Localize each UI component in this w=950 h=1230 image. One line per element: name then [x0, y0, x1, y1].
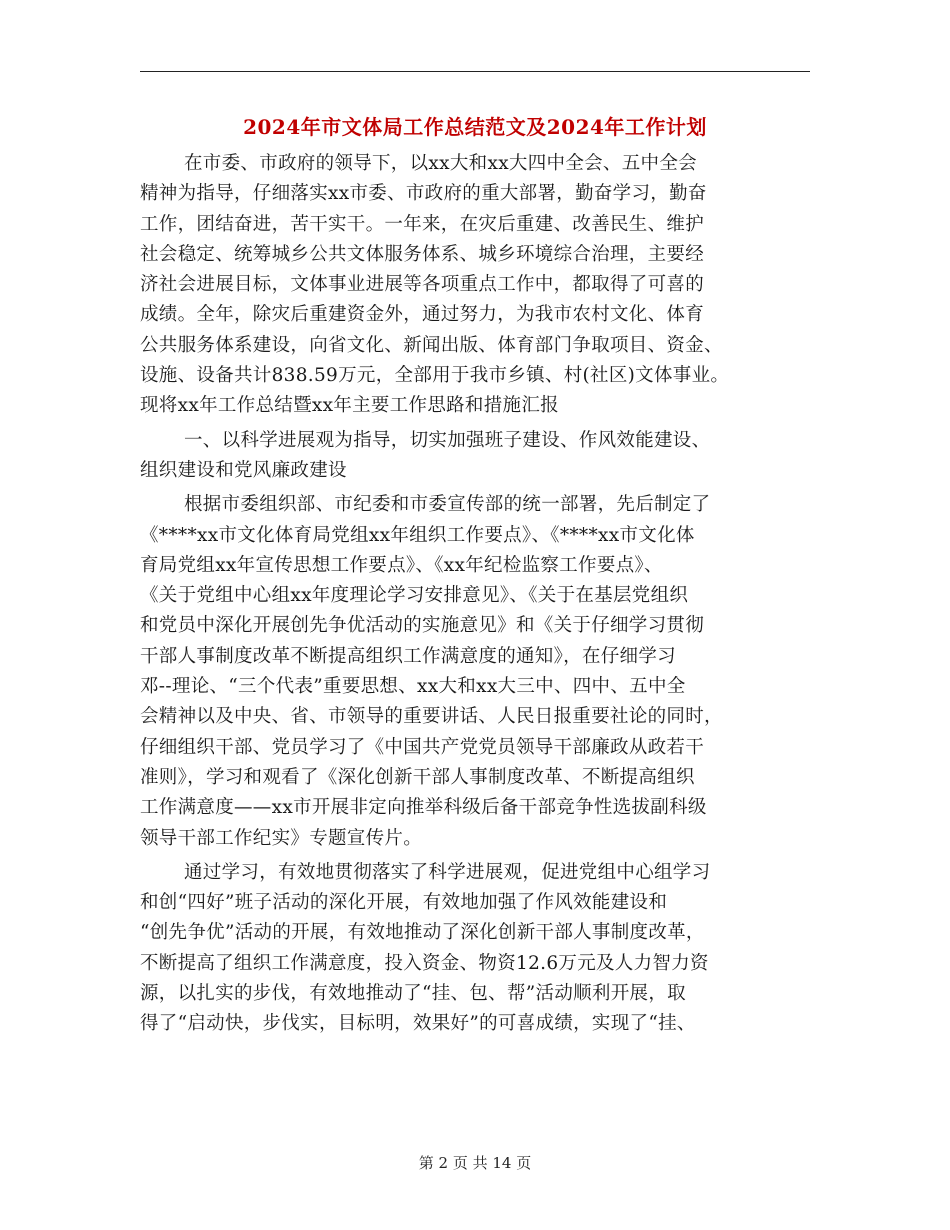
header-rule — [140, 71, 810, 72]
paragraph-line: 不断提高了组织工作满意度，投入资金、物资12.6万元及人力智力资 — [140, 952, 709, 974]
paragraph-line: 设施、设备共计838.59万元，全部用于我市乡镇、村(社区)文体事业。 — [140, 365, 730, 387]
paragraph-line: 邓--理论、“三个代表”重要思想、xx大和xx大三中、四中、五中全 — [140, 676, 686, 698]
paragraph-line: 干部人事制度改革不断提高组织工作满意度的通知》，在仔细学习 — [140, 645, 676, 667]
paragraph-first-line: 在市委、市政府的领导下，以xx大和xx大四中全会、五中全会 — [184, 153, 697, 174]
paragraph-line: 得了“启动快，步伐实，目标明，效果好”的可喜成绩，实现了“挂、 — [140, 1013, 696, 1035]
paragraph-line: 《关于党组中心组xx年度理论学习安排意见》、《关于在基层党组织 — [140, 585, 689, 607]
paragraph-line: 成绩。全年，除灾后重建资金外，通过努力，为我市农村文化、体育 — [140, 304, 705, 326]
paragraph-line: 《****xx市文化体育局党组xx年组织工作要点》、《****xx市文化体 — [140, 524, 695, 546]
paragraph-line: 公共服务体系建设，向省文化、新闻出版、体育部门争取项目、资金、 — [140, 334, 723, 356]
page-number-footer: 第 2 页 共 14 页 — [418, 1154, 532, 1172]
paragraph-line: “创先争优”活动的开展，有效地推动了深化创新干部人事制度改革， — [140, 922, 705, 944]
paragraph-first-line: 一、以科学进展观为指导，切实加强班子建设、作风效能建设、 — [184, 429, 711, 451]
paragraph-line: 工作满意度——xx市开展非定向推举科级后备干部竞争性选拔副科级 — [140, 797, 707, 819]
paragraph-line: 育局党组xx年宣传思想工作要点》、《xx年纪检监察工作要点》、 — [140, 554, 663, 576]
paragraph-first-line: 根据市委组织部、市纪委和市委宣传部的统一部署，先后制定了 — [184, 494, 711, 516]
paragraph-line: 济社会进展目标，文体事业进展等各项重点工作中，都取得了可喜的 — [140, 274, 705, 296]
paragraph-line: 和创“四好”班子活动的深化开展，有效地加强了作风效能建设和 — [140, 892, 668, 914]
paragraph-line: 现将xx年工作总结暨xx年主要工作思路和措施汇报 — [140, 395, 559, 417]
paragraph-line: 会精神以及中央、省、市领导的重要讲话、人民日报重要社论的同时， — [140, 706, 723, 728]
paragraph-first-line: 通过学习，有效地贯彻落实了科学进展观，促进党组中心组学习 — [184, 861, 711, 883]
paragraph-line: 领导干部工作纪实》专题宣传片。 — [140, 827, 423, 849]
paragraph-line: 组织建设和党风廉政建设 — [140, 459, 347, 481]
paragraph-line: 社会稳定、统筹城乡公共文体服务体系、城乡环境综合治理，主要经 — [140, 243, 705, 265]
paragraph-line: 源，以扎实的步伐，有效地推动了“挂、包、帮”活动顺利开展，取 — [140, 983, 686, 1005]
paragraph-line: 准则》，学习和观看了《深化创新干部人事制度改革、不断提高组织 — [140, 766, 695, 788]
paragraph-line: 精神为指导，仔细落实xx市委、市政府的重大部署，勤奋学习，勤奋 — [140, 183, 707, 205]
document-body — [140, 149, 820, 1040]
document-title: 2024年市文体局工作总结范文及2024年工作计划 — [243, 115, 707, 139]
paragraph-line: 工作，团结奋进，苦干实干。一年来，在灾后重建、改善民生、维护 — [140, 213, 705, 235]
paragraph-line: 和党员中深化开展创先争优活动的实施意见》和《关于仔细学习贯彻 — [140, 615, 705, 637]
paragraph-line: 仔细组织干部、党员学习了《中国共产党党员领导干部廉政从政若干 — [140, 736, 705, 758]
